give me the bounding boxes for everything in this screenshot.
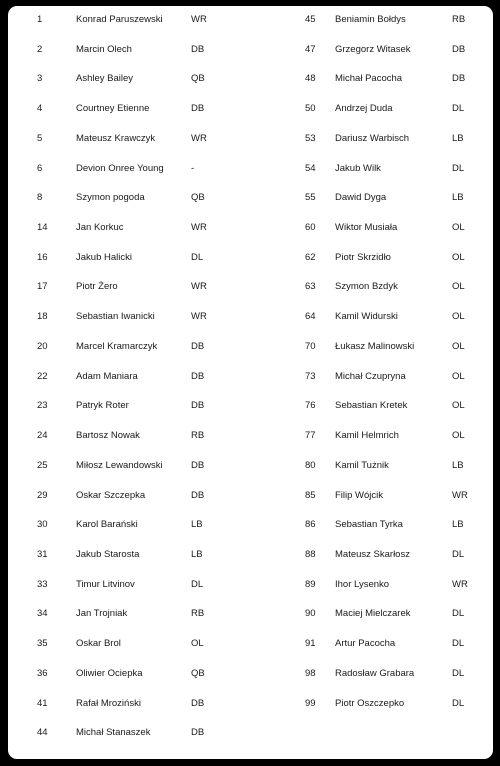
player-name: Oskar Brol [76, 638, 121, 650]
player-number: 55 [305, 192, 316, 204]
roster-row [248, 637, 493, 651]
player-name: Artur Pacocha [335, 638, 396, 650]
player-position: QB [191, 667, 205, 679]
player-name: Beniamin Bołdys [335, 14, 406, 25]
player-position: QB [191, 192, 205, 204]
player-position: OL [191, 638, 204, 650]
player-name: Andrzej Duda [335, 103, 393, 115]
player-name: Rafał Mroziński [76, 697, 141, 709]
player-position: RB [191, 430, 205, 442]
player-name: Ihor Lysenko [335, 578, 390, 590]
player-name: Sebastian Kretek [335, 400, 408, 412]
player-name: Wiktor Musiała [335, 222, 398, 234]
player-number: 63 [305, 281, 316, 293]
player-name: Jan Trojniak [76, 608, 128, 620]
player-number: 90 [305, 608, 316, 620]
player-number: 91 [305, 638, 316, 650]
player-position: DL [191, 578, 204, 590]
player-name: Łukasz Malinowski [335, 340, 415, 352]
player-position: DB [191, 103, 205, 115]
roster-row [248, 578, 493, 592]
roster-row [248, 191, 493, 205]
player-position: DL [452, 162, 465, 174]
player-name: Sebastian Iwanicki [76, 311, 155, 323]
roster-row [8, 72, 248, 86]
roster-row [8, 489, 248, 503]
player-position: LB [452, 459, 464, 471]
roster-row [248, 518, 493, 532]
player-number: 86 [305, 519, 316, 531]
player-number: 50 [305, 103, 316, 115]
roster-sheet [8, 6, 493, 759]
player-number: 25 [37, 459, 48, 471]
player-name: Oliwier Ociepka [76, 667, 143, 679]
player-position: WR [191, 311, 207, 323]
player-name: Michał Czupryna [335, 370, 406, 382]
player-number: 14 [37, 222, 48, 234]
roster-row [8, 162, 248, 176]
roster-row [248, 310, 493, 324]
player-name: Szymon pogoda [76, 192, 145, 204]
roster-row [248, 72, 493, 86]
player-name: Miłosz Lewandowski [76, 459, 163, 471]
player-name: Michał Pacocha [335, 73, 403, 85]
player-position: WR [191, 132, 207, 144]
player-position: OL [452, 251, 465, 263]
player-position: DL [452, 608, 465, 620]
roster-row [248, 280, 493, 294]
player-number: 80 [305, 459, 316, 471]
player-name: Kamil Widurski [335, 311, 398, 323]
player-position: DB [452, 73, 466, 85]
roster-row [8, 548, 248, 562]
player-name: Jan Korkuc [76, 222, 124, 234]
roster-row [248, 667, 493, 681]
roster-row [8, 221, 248, 235]
player-name: Michał Stanaszek [76, 727, 151, 739]
player-position: DB [452, 43, 466, 55]
player-number: 99 [305, 697, 316, 709]
player-name: Radosław Grabara [335, 667, 415, 679]
player-number: 5 [37, 132, 43, 144]
roster-row [8, 607, 248, 621]
player-name: Adam Maniara [76, 370, 138, 382]
player-position: WR [452, 489, 468, 501]
player-name: Marcel Kramarczyk [76, 340, 158, 352]
player-position: LB [191, 548, 203, 560]
player-name: Courtney Etienne [76, 103, 150, 115]
roster-row [248, 132, 493, 146]
roster-row [8, 370, 248, 384]
player-number: 45 [305, 14, 316, 25]
player-number: 33 [37, 578, 48, 590]
player-number: 2 [37, 43, 43, 55]
player-name: Oskar Szczepka [76, 489, 146, 501]
player-position: DB [191, 459, 205, 471]
roster-row [8, 667, 248, 681]
player-number: 35 [37, 638, 48, 650]
roster-row [8, 43, 248, 57]
player-number: 76 [305, 400, 316, 412]
player-name: Dariusz Warbisch [335, 132, 410, 144]
player-position: DL [452, 697, 465, 709]
player-name: Kamil Tużnik [335, 459, 389, 471]
player-position: OL [452, 222, 465, 234]
player-position: WR [191, 222, 207, 234]
player-position: WR [191, 14, 207, 25]
player-number: 4 [37, 103, 43, 115]
player-position: DB [191, 697, 205, 709]
player-number: 34 [37, 608, 48, 620]
roster-row [248, 697, 493, 711]
roster-row [248, 370, 493, 384]
player-name: Jakub Starosta [76, 548, 140, 560]
roster-row [248, 399, 493, 413]
player-position: LB [452, 192, 464, 204]
roster-row [8, 399, 248, 413]
player-number: 70 [305, 340, 316, 352]
player-position: DL [452, 638, 465, 650]
roster-row [248, 340, 493, 354]
player-position: - [191, 162, 195, 174]
player-position: DB [191, 43, 205, 55]
roster-row [8, 132, 248, 146]
player-position: DB [191, 370, 205, 382]
player-name: Grzegorz Witasek [335, 43, 411, 55]
player-position: DL [452, 103, 465, 115]
roster-row [248, 221, 493, 235]
roster-row [8, 637, 248, 651]
player-number: 23 [37, 400, 48, 412]
roster-row [248, 251, 493, 265]
player-position: DL [191, 251, 204, 263]
player-number: 64 [305, 311, 316, 323]
player-position: DB [191, 340, 205, 352]
player-position: LB [191, 519, 203, 531]
player-number: 89 [305, 578, 316, 590]
player-number: 8 [37, 192, 43, 204]
player-name: Ashley Bailey [76, 73, 134, 85]
roster-row [8, 459, 248, 473]
player-number: 41 [37, 697, 48, 709]
player-number: 3 [37, 73, 43, 85]
player-number: 30 [37, 519, 48, 531]
player-number: 47 [305, 43, 316, 55]
player-position: DL [452, 548, 465, 560]
roster-row [8, 429, 248, 443]
player-number: 60 [305, 222, 316, 234]
player-number: 22 [37, 370, 48, 382]
player-name: Dawid Dyga [335, 192, 387, 204]
player-name: Mateusz Skarłosz [335, 548, 410, 560]
player-number: 98 [305, 667, 316, 679]
player-name: Jakub Halicki [76, 251, 132, 263]
roster-row [8, 310, 248, 324]
player-position: OL [452, 340, 465, 352]
roster-row [8, 251, 248, 265]
player-name: Bartosz Nowak [76, 430, 140, 442]
roster-row [8, 102, 248, 116]
player-number: 36 [37, 667, 48, 679]
roster-row [8, 578, 248, 592]
player-position: OL [452, 400, 465, 412]
player-position: QB [191, 73, 205, 85]
player-position: WR [452, 578, 468, 590]
roster-row [8, 13, 248, 27]
player-name: Piotr Żero [76, 281, 118, 293]
player-position: DB [191, 727, 205, 739]
player-name: Kamil Helmrich [335, 430, 399, 442]
player-position: OL [452, 370, 465, 382]
player-position: DB [191, 400, 205, 412]
player-name: Filip Wójcik [335, 489, 384, 501]
player-number: 44 [37, 727, 48, 739]
roster-row [248, 489, 493, 503]
roster-row [248, 429, 493, 443]
player-name: Patryk Roter [76, 400, 129, 412]
player-number: 24 [37, 430, 48, 442]
player-position: DB [191, 489, 205, 501]
roster-row [248, 162, 493, 176]
roster-row [8, 280, 248, 294]
player-position: RB [191, 608, 205, 620]
player-position: OL [452, 311, 465, 323]
player-name: Timur Litvinov [76, 578, 135, 590]
player-number: 20 [37, 340, 48, 352]
player-number: 53 [305, 132, 316, 144]
player-name: Konrad Paruszewski [76, 14, 163, 25]
player-number: 18 [37, 311, 48, 323]
player-number: 31 [37, 548, 48, 560]
roster-row [8, 726, 248, 740]
player-number: 48 [305, 73, 316, 85]
player-position: LB [452, 132, 464, 144]
player-name: Marcin Olech [76, 43, 132, 55]
player-number: 6 [37, 162, 43, 174]
player-name: Sebastian Tyrka [335, 519, 403, 531]
player-name: Jakub Wilk [335, 162, 381, 174]
roster-row [248, 13, 493, 27]
player-name: Mateusz Krawczyk [76, 132, 156, 144]
player-position: RB [452, 14, 466, 25]
player-number: 29 [37, 489, 48, 501]
player-number: 54 [305, 162, 316, 174]
player-number: 16 [37, 251, 48, 263]
player-name: Szymon Bzdyk [335, 281, 398, 293]
player-number: 77 [305, 430, 316, 442]
player-number: 73 [305, 370, 316, 382]
player-position: OL [452, 281, 465, 293]
roster-row [248, 548, 493, 562]
roster-row [8, 697, 248, 711]
player-number: 88 [305, 548, 316, 560]
player-position: WR [191, 281, 207, 293]
roster-row [248, 43, 493, 57]
player-name: Maciej Mielczarek [335, 608, 411, 620]
player-name: Piotr Oszczepko [335, 697, 405, 709]
player-number: 62 [305, 251, 316, 263]
player-position: DL [452, 667, 465, 679]
player-position: LB [452, 519, 464, 531]
player-position: OL [452, 430, 465, 442]
player-number: 85 [305, 489, 316, 501]
player-number: 1 [37, 14, 43, 25]
player-name: Karol Barański [76, 519, 138, 531]
player-number: 17 [37, 281, 48, 293]
player-name: Devion Onree Young [76, 162, 164, 174]
roster-row [248, 607, 493, 621]
roster-row [248, 459, 493, 473]
roster-row [8, 518, 248, 532]
player-name: Piotr Skrzidło [335, 251, 391, 263]
roster-row [8, 340, 248, 354]
roster-row [8, 191, 248, 205]
roster-row [248, 102, 493, 116]
